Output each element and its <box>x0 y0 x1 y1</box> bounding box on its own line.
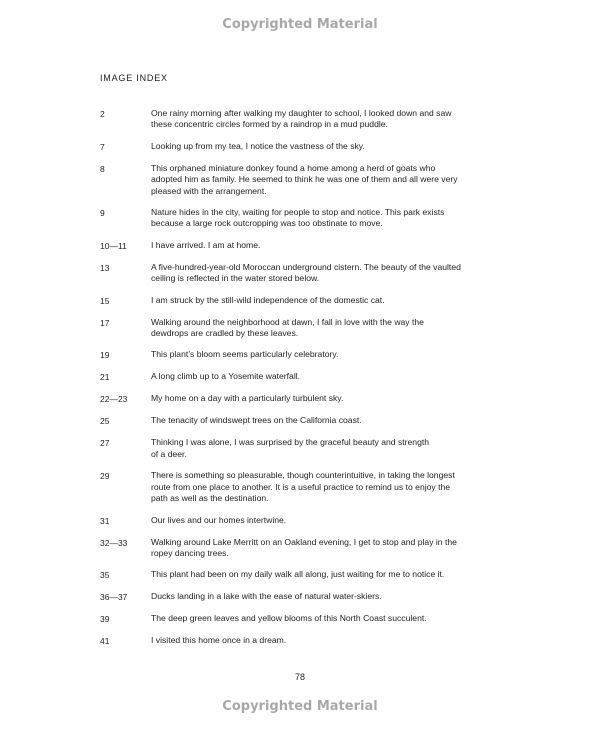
index-entry <box>100 613 520 625</box>
index-description: A five-hundred-year-old Moroccan underground cistern. The beauty of the vaulted ceiling is reflected in the water stored below. <box>151 261 461 284</box>
index-entry <box>100 108 520 131</box>
index-description: The deep green leaves and yellow blooms of this North Coast succulent. <box>151 613 427 624</box>
index-entry <box>100 515 520 527</box>
index-page-number: 13 <box>100 262 110 273</box>
index-page-number: 21 <box>100 372 110 383</box>
index-description: This orphaned miniature donkey found a home among a herd of goats who adopted him as family. He seemed to think he was one of them and all were very pleased with the arrangement. <box>151 162 458 196</box>
index-entry <box>100 470 520 504</box>
index-entry <box>100 437 520 460</box>
index-entry <box>100 537 520 560</box>
index-page-number: 17 <box>100 317 110 328</box>
index-entry <box>100 262 520 285</box>
index-entry <box>100 591 520 603</box>
index-entry <box>100 295 520 307</box>
index-description: Looking up from my tea, I notice the vastness of the sky. <box>151 140 365 151</box>
index-description: A long climb up to a Yosemite waterfall. <box>151 371 301 382</box>
index-description: Thinking I was alone, I was surprised by the graceful beauty and strength of a deer. <box>151 437 430 459</box>
index-entry <box>100 635 520 647</box>
index-page-number: 25 <box>100 416 110 427</box>
index-description: This plant had been on my daily walk all along, just waiting for me to notice it. <box>151 569 445 580</box>
index-description: Ducks landing in a lake with the ease of natural water-skiers. <box>151 591 382 602</box>
index-description: Walking around the neighborhood at dawn, I fall in love with the way the dewdrops are cradled by these leaves. <box>151 316 424 339</box>
page-heading: IMAGE INDEX <box>100 73 168 83</box>
image-index-list <box>100 108 520 647</box>
index-page-number: 7 <box>100 141 105 152</box>
index-page-number: 35 <box>100 570 110 581</box>
index-entry <box>100 393 520 405</box>
index-entry <box>100 317 520 340</box>
index-page-number: 19 <box>100 350 110 361</box>
index-page-number: 39 <box>100 614 110 625</box>
index-entry <box>100 207 520 230</box>
index-page-number: 29 <box>100 471 110 482</box>
index-page-number: 10—11 <box>100 240 127 251</box>
index-page-number: 22—23 <box>100 394 128 405</box>
index-description: The tenacity of windswept trees on the California coast. <box>151 415 362 426</box>
copyright-watermark-top: Copyrighted Material <box>222 17 378 32</box>
index-page-number: 36—37 <box>100 592 128 603</box>
page-number: 78 <box>294 672 305 682</box>
index-page-number: 31 <box>100 515 110 526</box>
index-description: I visited this home once in a dream. <box>151 635 287 646</box>
index-description: Walking around Lake Merritt on an Oakland evening, I get to stop and play in the ropey dancing trees. <box>151 536 457 558</box>
copyright-watermark-bottom: Copyrighted Material <box>222 699 378 714</box>
index-entry <box>100 371 520 383</box>
index-description: Nature hides in the city, waiting for people to stop and notice. This park exists because a large rock outcropping was too obstinate to move. <box>151 207 445 229</box>
index-entry <box>100 349 520 361</box>
index-entry <box>100 415 520 427</box>
index-description: Our lives and our homes intertwine. <box>151 514 287 525</box>
index-page-number: 15 <box>100 295 110 306</box>
index-description: I am struck by the still-wild independence of the domestic cat. <box>151 294 385 305</box>
index-entry <box>100 141 520 153</box>
index-description: There is something so pleasurable, though counterintuitive, in taking the longest route from one place to another. It is a useful practice to remind us to enjoy the path as well as the destination. <box>151 470 455 504</box>
index-description: One rainy morning after walking my daughter to school, I looked down and saw these concentric circles formed by a raindrop in a mud puddle. <box>151 108 452 130</box>
index-page-number: 2 <box>100 109 105 119</box>
index-description: This plant’s bloom seems particularly celebratory. <box>151 349 339 360</box>
index-page-number: 8 <box>100 163 105 174</box>
index-page-number: 41 <box>100 636 110 647</box>
index-entry <box>100 240 520 252</box>
index-page-number: 9 <box>100 208 105 219</box>
index-page-number: 27 <box>100 438 110 449</box>
index-page-number: 32—33 <box>100 537 128 548</box>
index-entry <box>100 163 520 197</box>
index-description: I have arrived. I am at home. <box>151 239 261 250</box>
index-description: My home on a day with a particularly turbulent sky. <box>151 393 344 404</box>
index-entry <box>100 569 520 581</box>
